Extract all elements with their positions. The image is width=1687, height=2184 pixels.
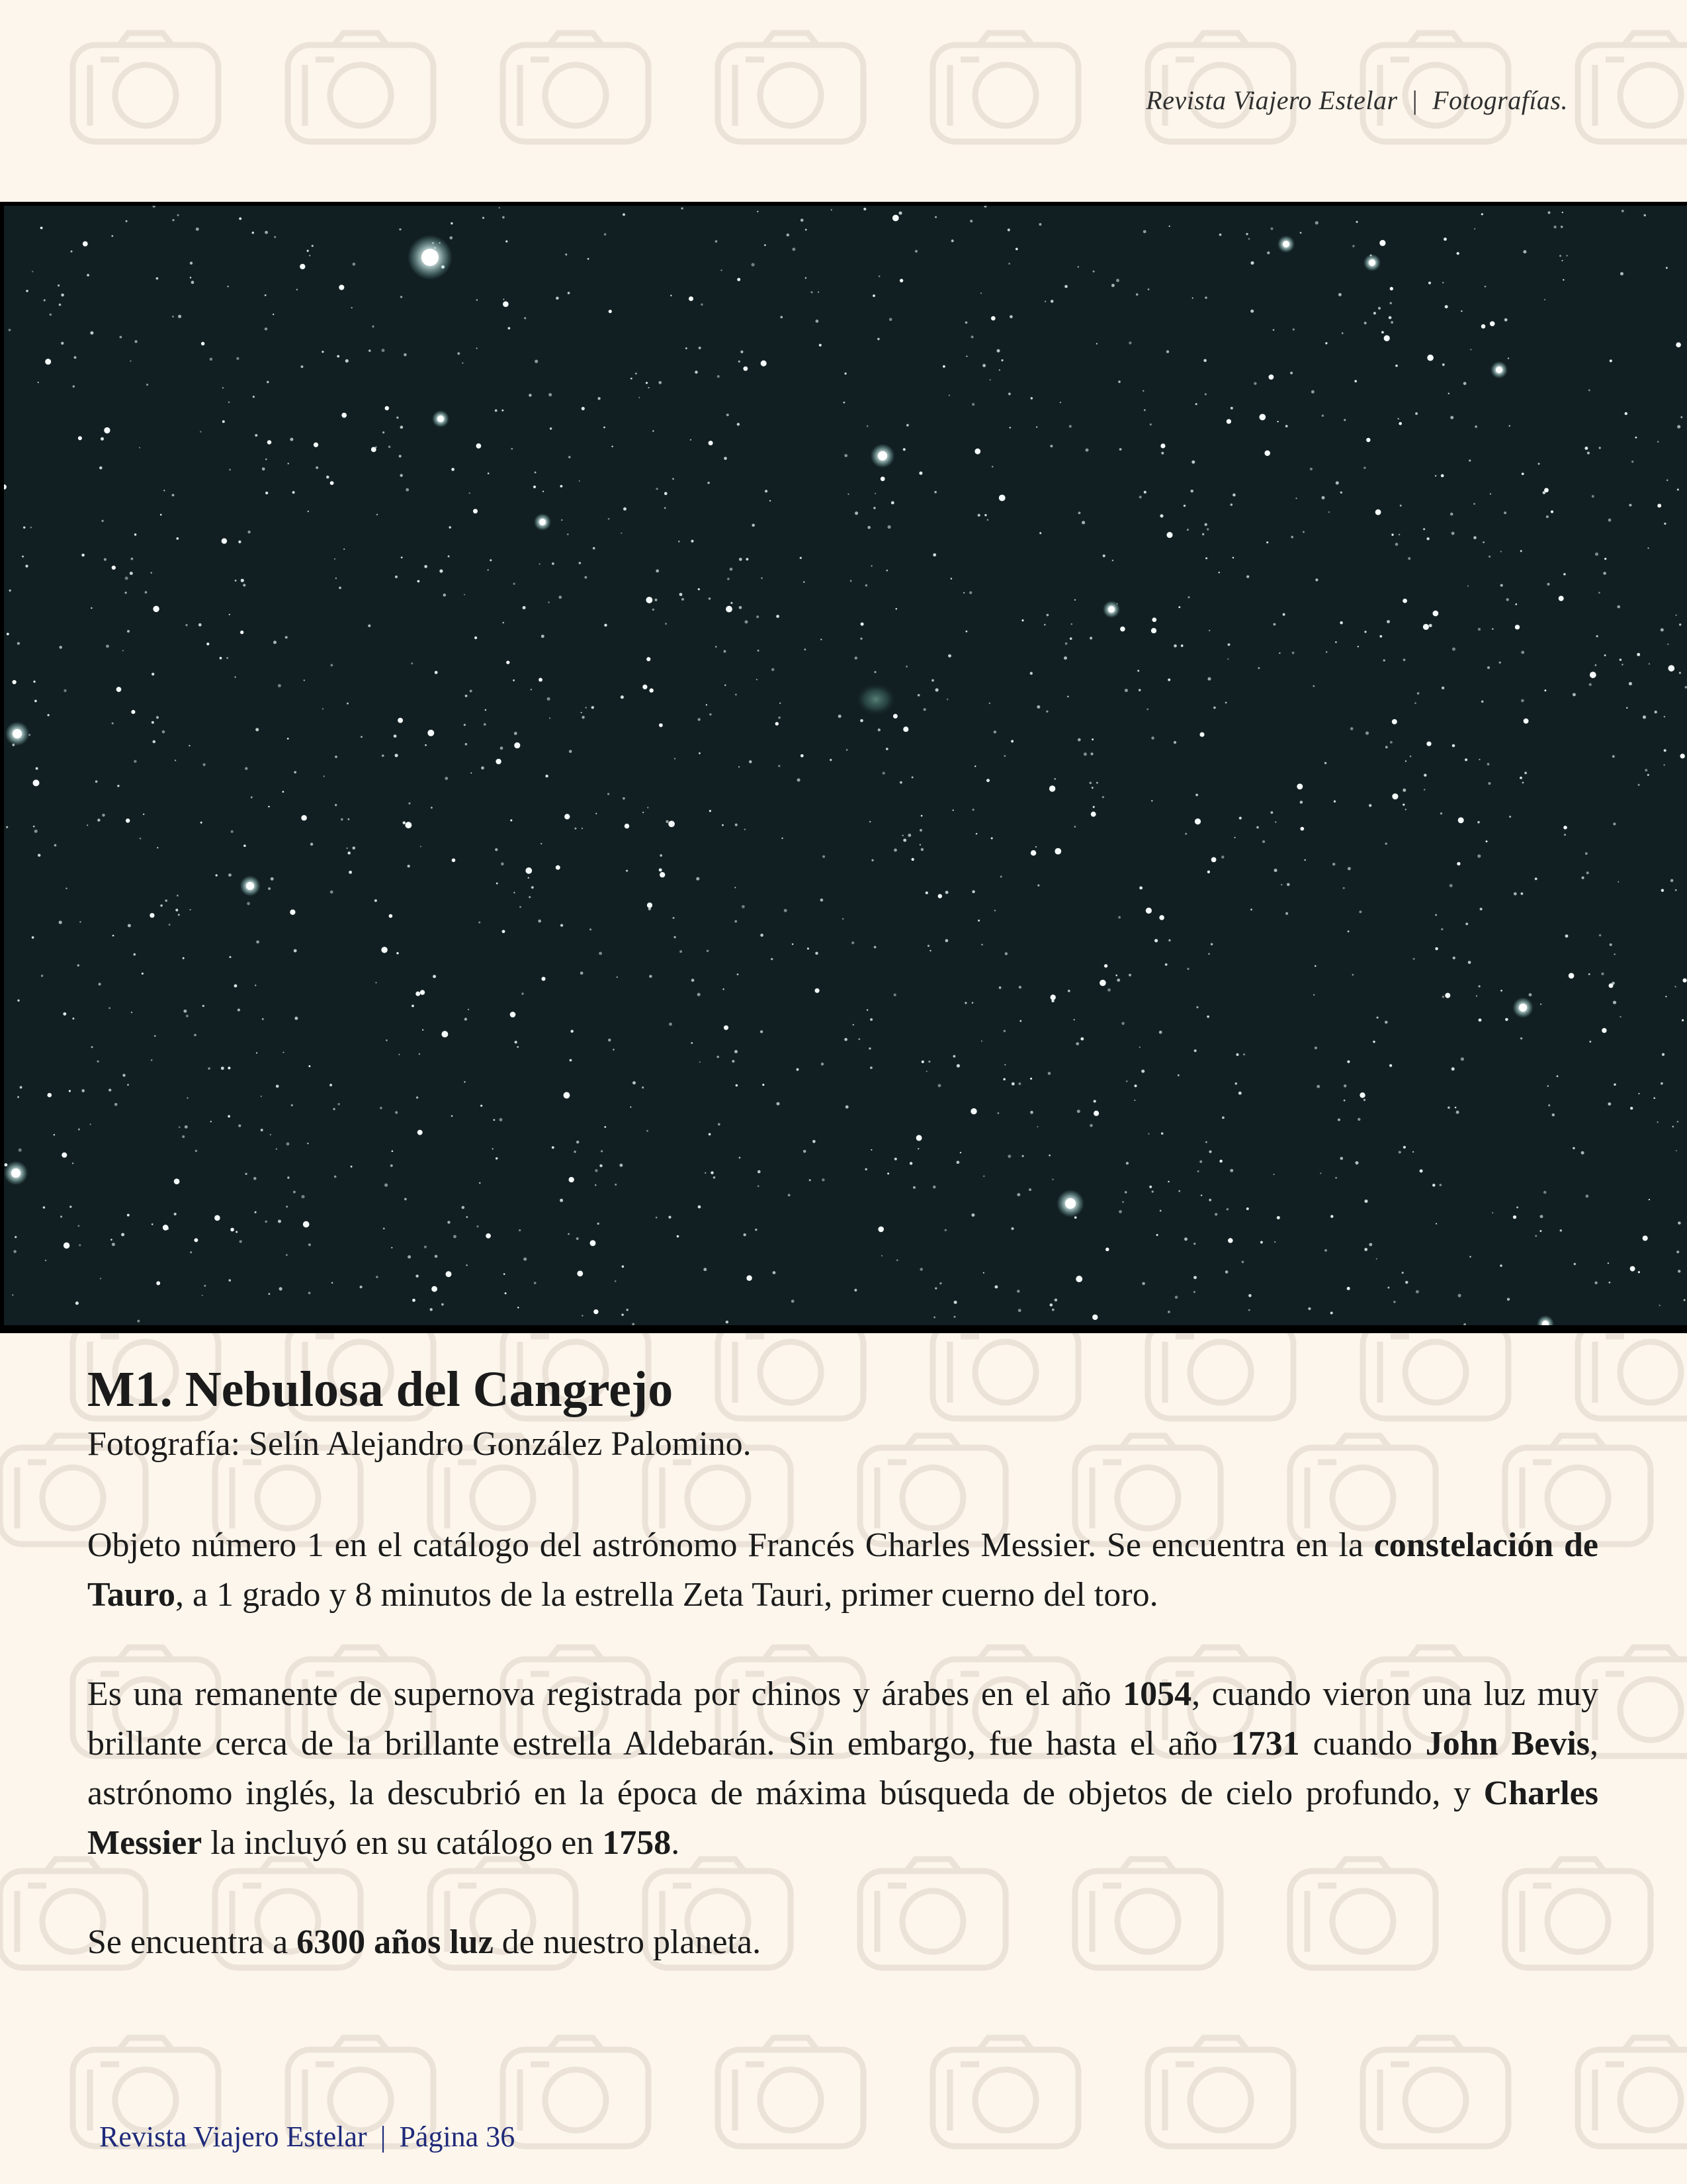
crab-nebula bbox=[856, 683, 896, 715]
p2-bold-2: 1731 bbox=[1231, 1725, 1300, 1763]
p2-text-1: Es una remanente de supernova registrada por chinos y árabes en el año bbox=[87, 1675, 1123, 1713]
p2-bold-5: 1758 bbox=[602, 1824, 671, 1862]
p2-bold-3: John Bevis bbox=[1425, 1725, 1590, 1763]
p2-bold-1: 1054 bbox=[1123, 1675, 1192, 1713]
article bbox=[87, 1356, 1598, 1967]
p2-text-4: , astrónomo inglés, la descubrió en la época de máxima búsqueda de objetos de cielo profundo, y bbox=[87, 1725, 1599, 1812]
article-title: M1. Nebulosa del Cangrejo bbox=[87, 1362, 673, 1417]
footer-separator: | bbox=[380, 2120, 386, 2153]
p2-text-2: , cuando vieron una luz muy brillante cerca de la brillante estrella Aldebarán. Sin embargo, fue hasta el año bbox=[87, 1675, 1598, 1763]
p3-text-1: Se encuentra a bbox=[87, 1923, 297, 1961]
p2-text-5: la incluyó en su catálogo en bbox=[202, 1824, 603, 1862]
footer-magazine-name: Revista Viajero Estelar bbox=[99, 2120, 367, 2153]
p3-text-2: de nuestro planeta. bbox=[493, 1923, 761, 1961]
header-magazine-name: Revista Viajero Estelar bbox=[1146, 85, 1398, 115]
paragraph-2 bbox=[87, 1669, 1598, 1868]
p1-text-1: Objeto número 1 en el catálogo del astrónomo Francés Charles Messier. Se encuentra en la bbox=[87, 1526, 1374, 1564]
photo-credit: Fotografía: Selín Alejandro González Palomino. bbox=[87, 1425, 752, 1463]
page-header bbox=[1146, 85, 1568, 116]
p1-bold-1: constelación de Tauro bbox=[87, 1526, 1598, 1614]
paragraph-1 bbox=[87, 1520, 1598, 1620]
page-footer bbox=[99, 2120, 515, 2154]
header-section: Fotografías. bbox=[1432, 85, 1568, 115]
starfield-image bbox=[4, 206, 1687, 1325]
paragraph-3 bbox=[87, 1917, 1598, 1967]
p2-text-6: . bbox=[671, 1824, 680, 1862]
footer-page-number: Página 36 bbox=[399, 2120, 515, 2153]
header-separator: | bbox=[1412, 85, 1418, 115]
p1-text-2: , a 1 grado y 8 minutos de la estrella Zeta Tauri, primer cuerno del toro. bbox=[175, 1576, 1158, 1614]
p2-bold-4: Charles Messier bbox=[87, 1774, 1598, 1862]
crab-nebula-photo bbox=[0, 202, 1687, 1333]
p2-text-3: cuando bbox=[1299, 1725, 1426, 1763]
p3-bold-1: 6300 años luz bbox=[296, 1923, 494, 1961]
